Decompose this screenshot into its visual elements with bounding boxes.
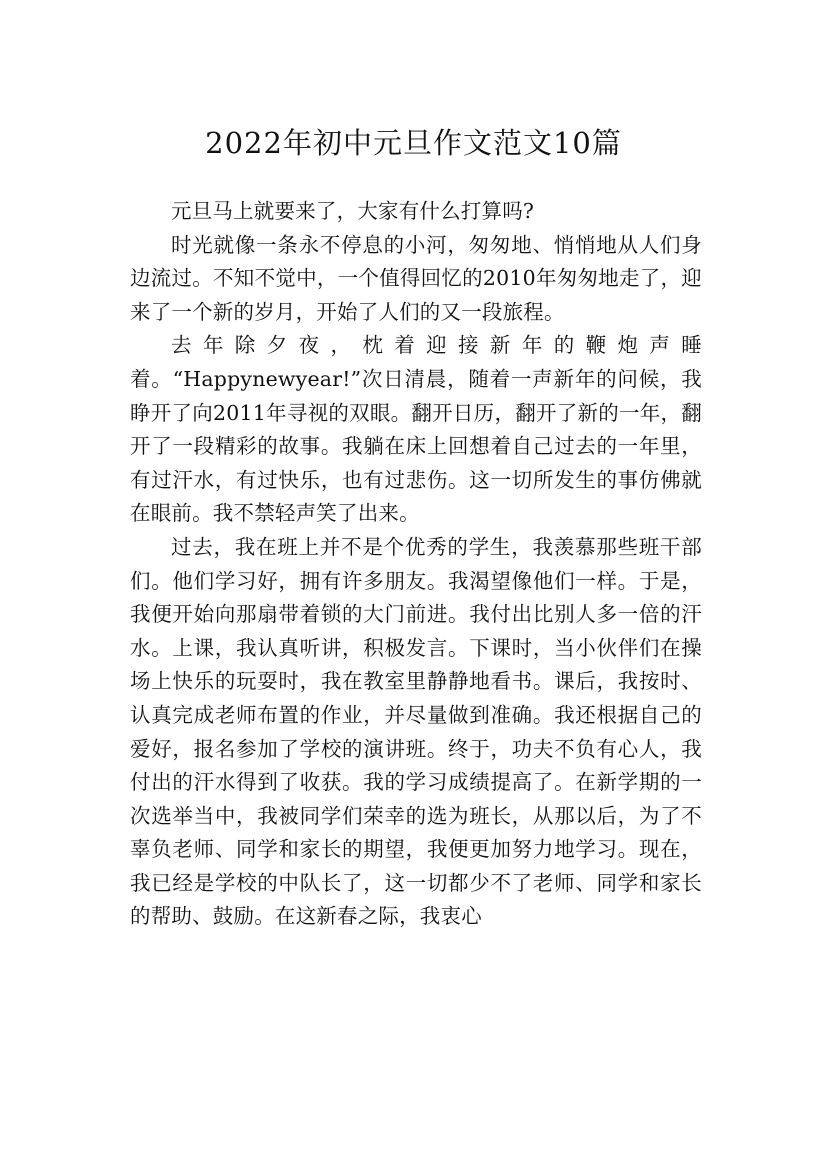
paragraph-past-year: 过去，我在班上并不是个优秀的学生，我羡慕那些班干部们。他们学习好，拥有许多朋友。我渴望像他们一样。于是，我便开始向那扇带着锁的大门前进。我付出比别人多一倍的汗水。上课，我认真听讲，积极发言。下课时，当小伙伴们在操场上快乐的玩耍时，我在教室里静静地看书。课后，我按时、认真完成老师布置的作业，并尽量做到准确。我还根据自己的爱好，报名参加了学校的演讲班。终于，功夫不负有心人，我付出的汗水得到了收获。我的学习成绩提高了。在新学期的一次选举当中，我被同学们荣幸的选为班长，从那以后，为了不辜负老师、同学和家长的期望，我便更加努力地学习。现在，我已经是学校的中队长了，这一切都少不了老师、同学和家长的帮助、鼓励。在这新春之际，我衷心 [130,534,702,929]
document-title: 2022年初中元旦作文范文10篇 [205,126,622,161]
paragraph-new-year-eve: 去年除夕夜，枕着迎接新年的鞭炮声睡着。“Happynewyear!”次日清晨，随着一声新年的问候，我睁开了向2011年寻视的双眼。翻开日历，翻开了新的一年，翻开了一段精彩的故事。我躺在床上回想着自己过去的一年里，有过汗水，有过快乐，也有过悲伤。这一切所发生的事仿佛就在眼前。我不禁轻声笑了出来。 [130,333,702,526]
paragraph-intro: 元旦马上就要来了，大家有什么打算吗? [171,199,535,223]
paragraph-time-river: 时光就像一条永不停息的小河，匆匆地、悄悄地从人们身边流过。不知不觉中，一个值得回忆的2010年匆匆地走了，迎来了一个新的岁月，开始了人们的又一段旅程。 [130,232,702,324]
document-body [130,195,702,934]
